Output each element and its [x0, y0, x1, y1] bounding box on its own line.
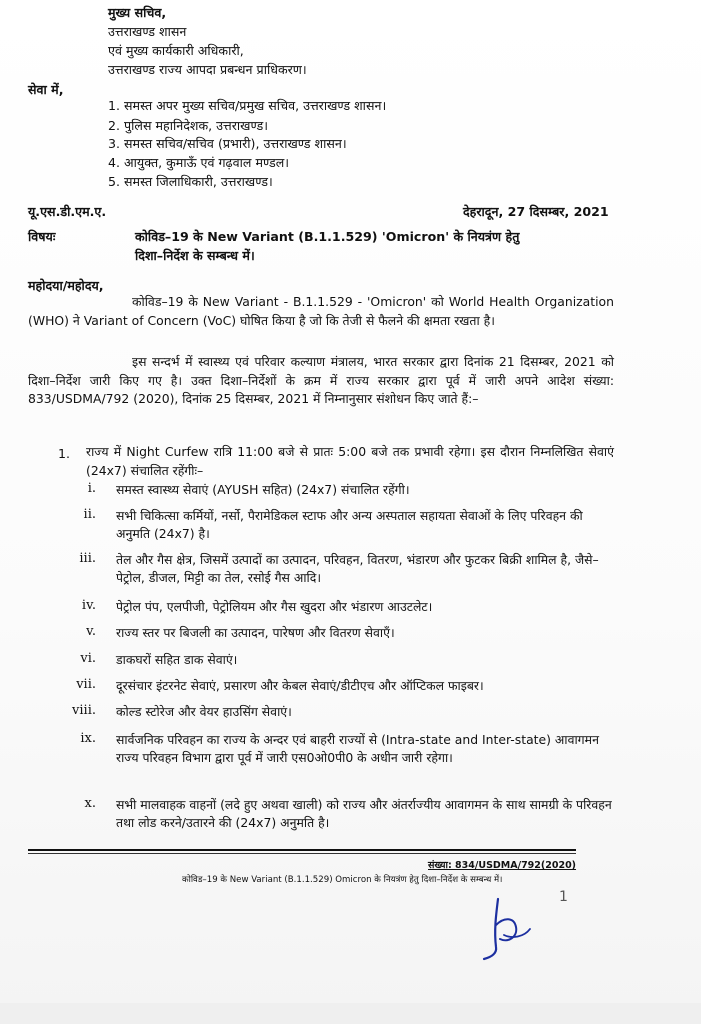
- recipient-3: 3. समस्त सचिव/सचिव (प्रभारी), उत्तराखण्ड शासन।: [108, 136, 347, 151]
- recipient-2: 2. पुलिस महानिदेशक, उत्तराखण्ड।: [108, 118, 268, 133]
- sender-line-2: एवं मुख्य कार्यकारी अधिकारी,: [108, 43, 244, 58]
- sender-line-3: उत्तराखण्ड राज्य आपदा प्रबन्धन प्राधिकरण।: [108, 62, 307, 77]
- scan-bottom-edge: [0, 1003, 701, 1024]
- subject-line-1: कोविड–19 के New Variant (B.1.1.529) 'Omicron' के नियत्रंण हेतु: [135, 229, 520, 244]
- service-num-5: v.: [86, 624, 96, 639]
- service-item-3: तेल और गैस क्षेत्र, जिसमें उत्पादों का उत्पादन, परिवहन, वितरण, भंडारण और फुटकर बिक्री शामिल है, जैसे–पेट्रोल, डीजल, मिट्टी का तेल, रसोई गैस आदि।: [116, 552, 599, 585]
- service-num-4: iv.: [81, 598, 96, 613]
- to-label: सेवा में,: [28, 82, 64, 97]
- service-item-8: कोल्ड स्टोरेज और वेयर हाउसिंग सेवाएं।: [116, 704, 292, 719]
- signature-mark: [478, 895, 538, 963]
- point-1-text: राज्य में Night Curfew रात्रि 11:00 बजे से प्रातः 5:00 बजे तक प्रभावी रहेगा। इस दौरान निम्नलिखित सेवाएं (24x7) संचालित रहेंगीः–: [86, 444, 614, 478]
- paragraph-2: इस सन्दर्भ में स्वास्थ्य एवं परिवार कल्याण मंत्रालय, भारत सरकार द्वारा दिनांक 21 दिसम्बर, 2021 को दिशा–निर्देश जारी किए गए है। उक्त दिशा–निर्देशों के क्रम में राज्य सरकार द्वारा पूर्व में जारी अपने आदेश संख्या: 833/USDMA/792 (2020), दिनांक 25 दिसम्बर, 2021 में निम्नानुसार संशोधन किए जाते हैं:–: [28, 354, 614, 406]
- service-num-1: i.: [87, 481, 96, 496]
- service-item-6: डाकघरों सहित डाक सेवाएं।: [116, 652, 238, 667]
- service-item-10: सभी मालवाहक वाहनों (लदे हुए अथवा खाली) को राज्य और अंतर्राज्यीय आवागमन के साथ सामग्री के परिवहन तथा लोड करने/उतारने की (24x7) अनुमति है।: [116, 797, 612, 830]
- service-num-6: vi.: [80, 651, 96, 666]
- service-item-2: सभी चिकित्सा कर्मियों, नर्सो, पैरामेडिकल स्टाफ और अन्य अस्पताल सहायता सेवाओं के लिए परिवहन की अनुमति (24x7) है।: [116, 508, 583, 541]
- sender-title: मुख्य सचिव,: [108, 5, 167, 20]
- salutation: महोदया/महोदय,: [28, 278, 104, 293]
- paragraph-1: कोविड–19 के New Variant - B.1.1.529 - 'Omicron' को World Health Organization (WHO) ने Variant of Concern (VoC) घोषित किया है जो कि तेजी से फैलने की क्षमता रखता है।: [28, 294, 614, 328]
- page-number: 1: [559, 889, 568, 905]
- subject-label: विषयः: [28, 229, 56, 244]
- service-item-9: सार्वजनिक परिवहन का राज्य के अन्दर एवं बाहरी राज्यों से (Intra-state and Inter-state) आवागमन राज्य परिवहन विभाग द्वारा पूर्व में जारी एस0ओ0पी0 के अधीन जारी रहेगा।: [116, 732, 599, 765]
- recipient-4: 4. आयुक्त, कुमाऊँ एवं गढ़वाल मण्डल।: [108, 155, 290, 170]
- service-num-9: ix.: [80, 731, 96, 746]
- service-item-7: दूरसंचार इंटरनेट सेवाएं, प्रसारण और केबल सेवाएं/डीटीएच और ऑप्टिकल फाइबर।: [116, 678, 484, 693]
- office-ref: यू.एस.डी.एम.ए.: [28, 204, 107, 219]
- service-num-7: vii.: [76, 677, 96, 692]
- footer-ref-number: संख्या: 834/USDMA/792(2020): [428, 860, 577, 871]
- footer-subject: कोविड–19 के New Variant (B.1.1.529) Omicron के नियत्रंण हेतु दिशा–निर्देश के सम्बन्ध में।: [182, 875, 503, 885]
- service-item-1: समस्त स्वास्थ्य सेवाएं (AYUSH सहित) (24x7) संचालित रहेंगी।: [116, 482, 410, 497]
- service-item-4: पेट्रोल पंप, एलपीजी, पेट्रोलियम और गैस खुदरा और भंडारण आउटलेट।: [116, 599, 433, 614]
- point-1-number: 1.: [58, 446, 71, 461]
- service-num-2: ii.: [83, 507, 96, 522]
- service-num-3: iii.: [79, 551, 96, 566]
- footer-rule-thin: [28, 853, 576, 854]
- place-date: देहरादून, 27 दिसम्बर, 2021: [463, 204, 609, 219]
- service-item-5: राज्य स्तर पर बिजली का उत्पादन, पारेषण और वितरण सेवाएँ।: [116, 625, 395, 640]
- subject-line-2: दिशा–निर्देश के सम्बन्ध में।: [135, 248, 255, 263]
- service-num-10: x.: [84, 796, 96, 811]
- sender-line-1: उत्तराखण्ड शासन: [108, 24, 187, 39]
- recipient-5: 5. समस्त जिलाधिकारी, उत्तराखण्ड।: [108, 174, 273, 189]
- service-num-8: viii.: [72, 703, 96, 718]
- recipient-1: 1. समस्त अपर मुख्य सचिव/प्रमुख सचिव, उत्तराखण्ड शासन।: [108, 98, 387, 113]
- footer-rule: [28, 849, 576, 851]
